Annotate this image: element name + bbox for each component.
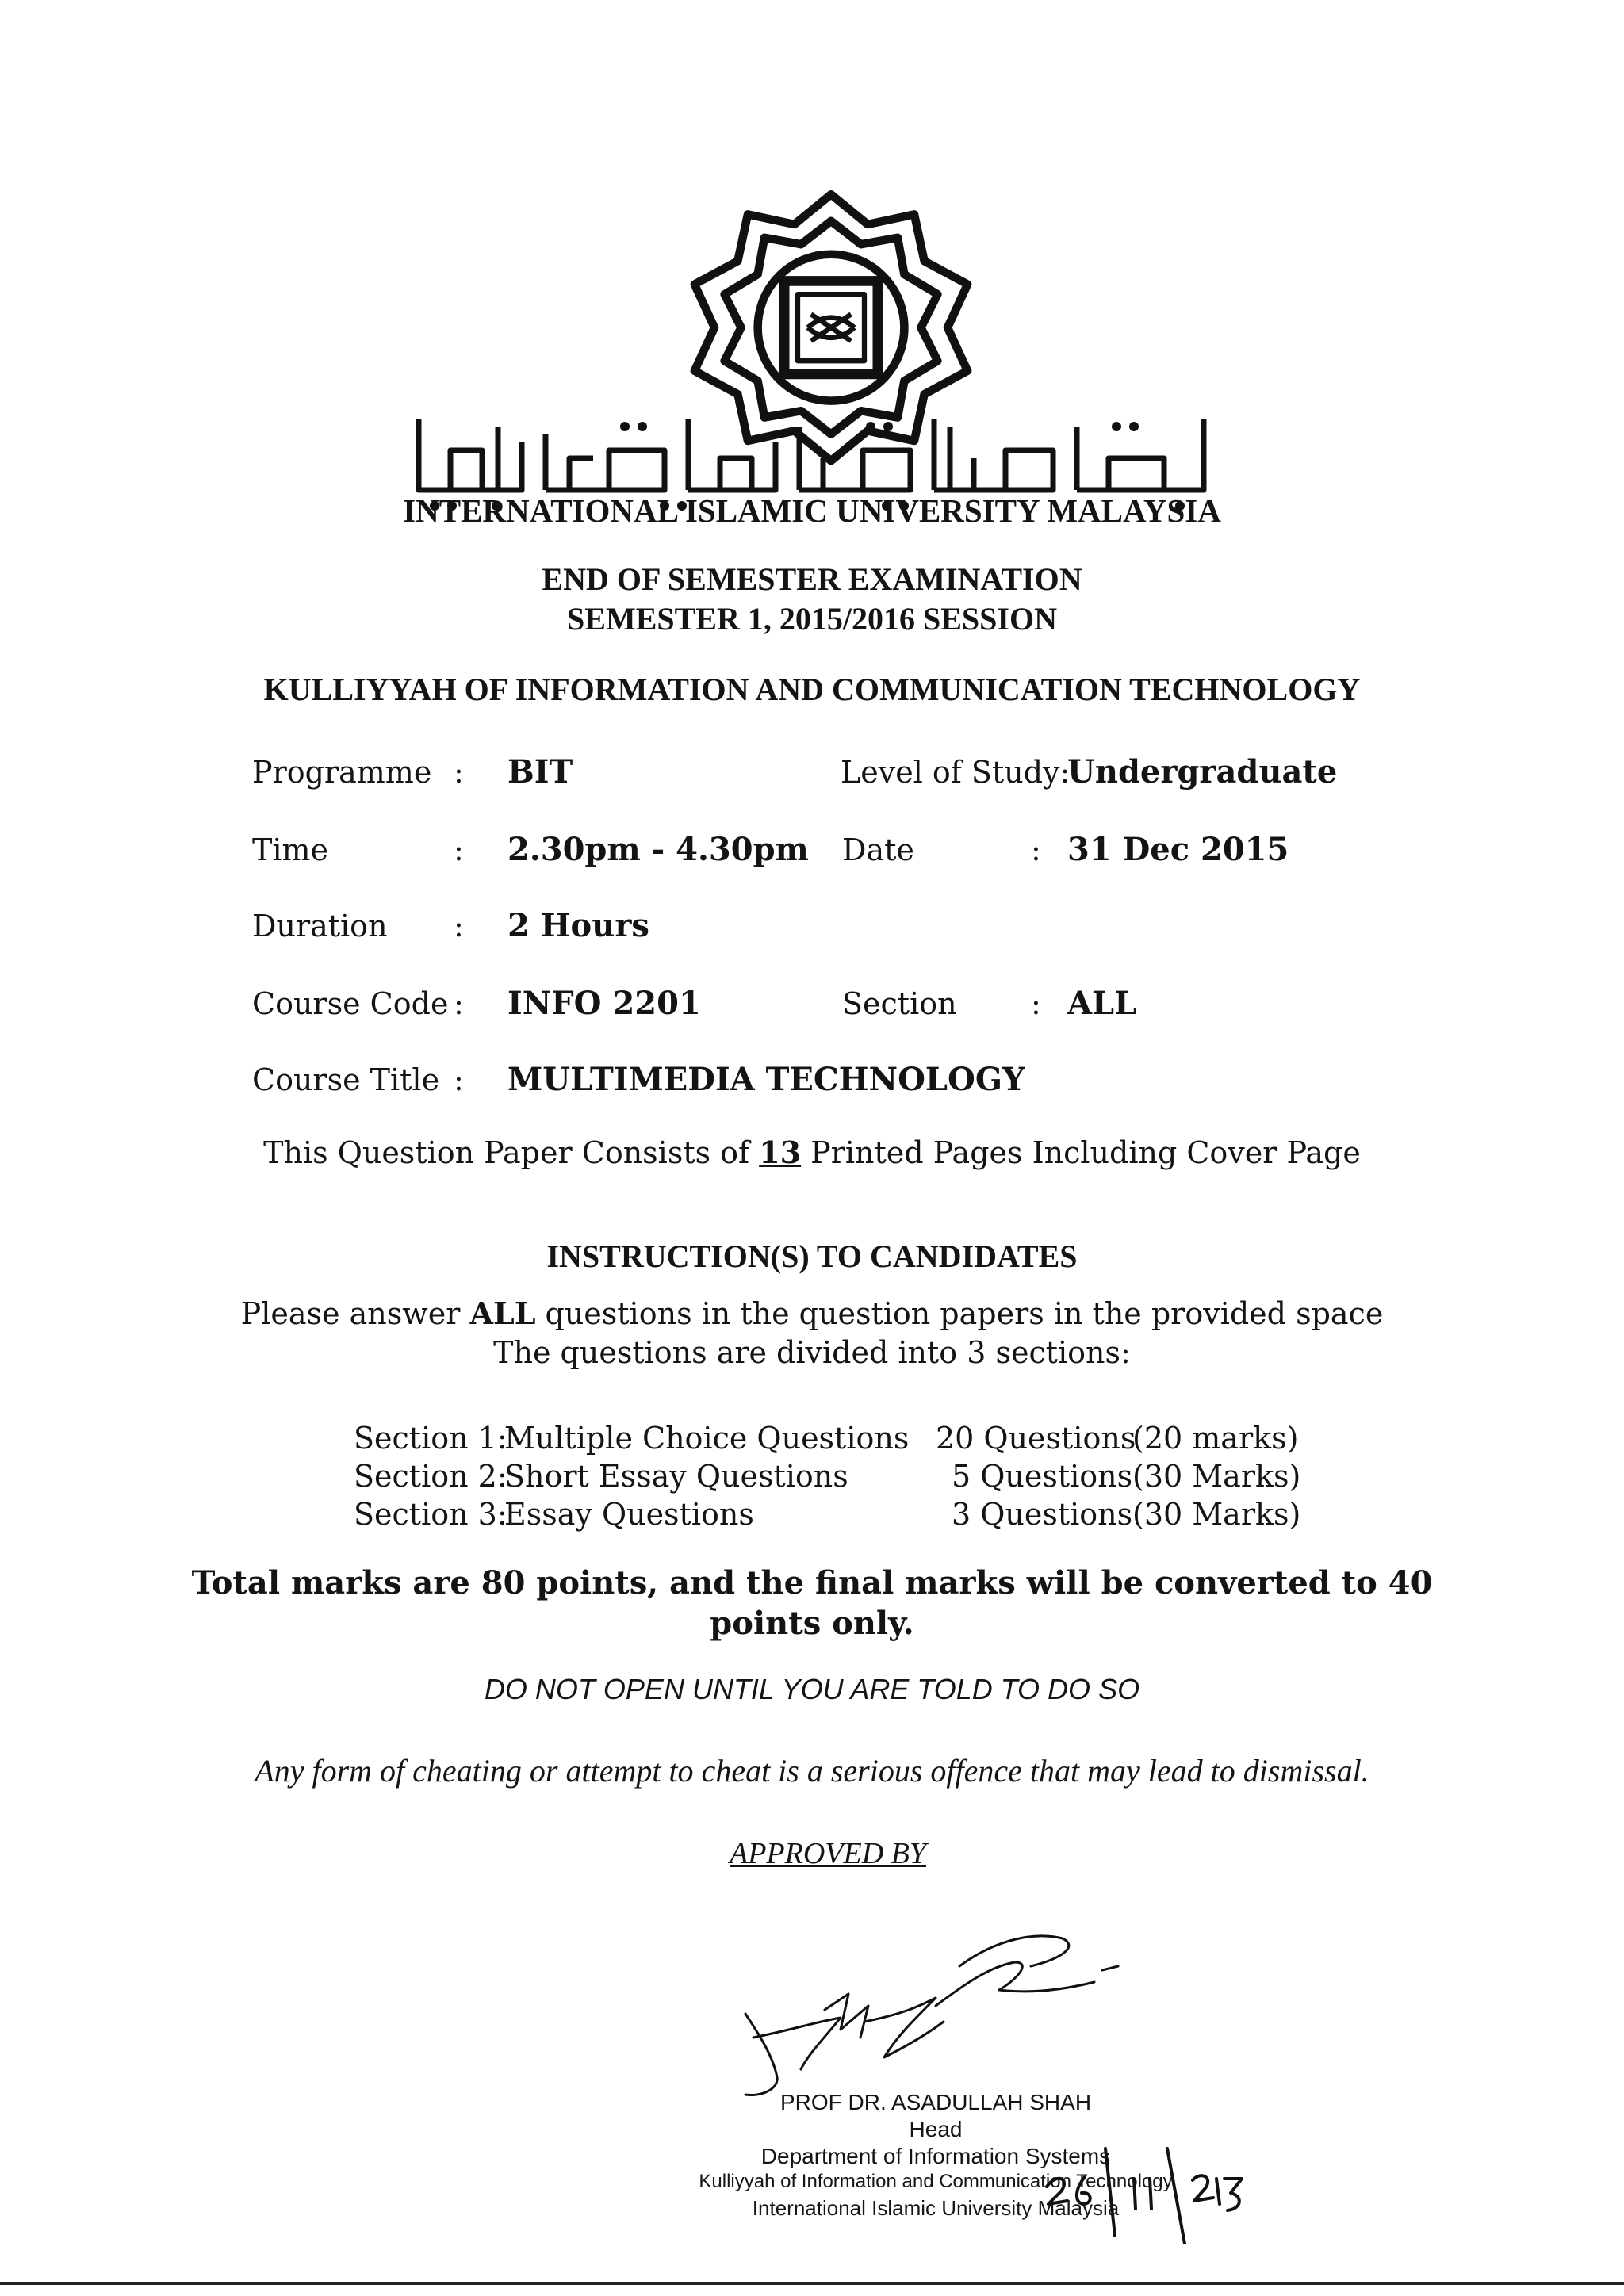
section-1-name: Multiple Choice Questions	[504, 1421, 910, 1456]
programme-value: BIT	[508, 753, 573, 790]
section-2-questions: 5 Questions	[952, 1459, 1133, 1494]
section-1-marks: (20 marks)	[1132, 1421, 1299, 1456]
exam-session: SEMESTER 1, 2015/2016 SESSION	[567, 601, 1057, 637]
handwritten-date	[1037, 2141, 1243, 2244]
programme-label: Programme	[252, 755, 432, 790]
exam-title: END OF SEMESTER EXAMINATION	[542, 561, 1082, 597]
cheating-warning: Any form of cheating or attempt to cheat is a serious offence that may lead to dismissal.	[255, 1753, 1369, 1789]
page-count-value: 13	[759, 1135, 802, 1170]
approver-kulliyyah: Kulliyyah of Information and Communication Technology	[699, 2171, 1173, 2192]
duration-value: 2 Hours	[508, 907, 649, 944]
instructions-line-1-prefix: Please answer	[240, 1296, 470, 1331]
instructions-line-1	[0, 1295, 1624, 1331]
date-label: Date	[842, 832, 914, 867]
programme-colon: :	[454, 755, 464, 790]
time-label: Time	[252, 832, 329, 867]
level-of-study-label: Level of Study:	[841, 755, 1071, 790]
date-value: 31 Dec 2015	[1067, 831, 1289, 868]
instructions-line-1-suffix: questions in the question papers in the provided space	[535, 1296, 1384, 1331]
course-code-label: Course Code	[252, 986, 449, 1021]
total-marks-line-2: points only.	[710, 1605, 914, 1642]
approver-name: PROF DR. ASADULLAH SHAH	[779, 2090, 1092, 2114]
section-2-marks: (30 Marks)	[1132, 1459, 1301, 1494]
footer-rule	[0, 2282, 1624, 2285]
approver-university: International Islamic University Malaysia	[752, 2196, 1120, 2220]
section-1-label: Section 1:	[354, 1421, 508, 1456]
course-code-value: INFO 2201	[508, 985, 701, 1022]
approver-title: Head	[909, 2117, 963, 2141]
university-name: INTERNATIONAL ISLAMIC UNIVERSITY MALAYSIA	[403, 492, 1221, 529]
duration-label: Duration	[252, 909, 388, 943]
page-count-prefix: This Question Paper Consists of	[263, 1135, 760, 1170]
approved-by-heading: APPROVED BY	[730, 1837, 927, 1870]
level-of-study-value: Undergraduate	[1067, 753, 1338, 790]
instructions-line-2: The questions are divided into 3 sections:	[493, 1335, 1131, 1370]
time-colon: :	[454, 832, 464, 867]
instructions-heading: INSTRUCTION(S) TO CANDIDATES	[546, 1238, 1078, 1274]
course-title-label: Course Title	[252, 1062, 440, 1097]
section-colon: :	[1031, 986, 1041, 1021]
do-not-open-notice: DO NOT OPEN UNTIL YOU ARE TOLD TO DO SO	[484, 1673, 1140, 1705]
section-3-marks: (30 Marks)	[1132, 1497, 1301, 1532]
page-count-suffix: Printed Pages Including Cover Page	[801, 1135, 1361, 1170]
page-count-note	[0, 1135, 1624, 1170]
course-code-colon: :	[454, 986, 464, 1021]
section-value: ALL	[1067, 985, 1137, 1022]
handwritten-signature-icon	[730, 1919, 1142, 2101]
section-2-label: Section 2:	[354, 1459, 508, 1494]
kulliyyah-name: KULLIYYAH OF INFORMATION AND COMMUNICATION TECHNOLOGY	[263, 672, 1361, 707]
section-3-name: Essay Questions	[504, 1497, 754, 1532]
course-title-colon: :	[454, 1062, 464, 1097]
section-2-name: Short Essay Questions	[504, 1459, 848, 1494]
duration-colon: :	[454, 909, 464, 943]
section-1-questions: 20 Questions	[936, 1421, 1136, 1456]
instructions-line-1-emphasis: ALL	[469, 1295, 536, 1331]
section-label: Section	[842, 986, 957, 1021]
date-colon: :	[1031, 832, 1041, 867]
section-3-label: Section 3:	[354, 1497, 508, 1532]
time-value: 2.30pm - 4.30pm	[508, 831, 809, 868]
total-marks-line-1: Total marks are 80 points, and the final marks will be converted to 40	[191, 1564, 1433, 1601]
section-3-questions: 3 Questions	[952, 1497, 1133, 1532]
course-title-value: MULTIMEDIA TECHNOLOGY	[508, 1061, 1025, 1098]
approver-department: Department of Information Systems	[760, 2144, 1111, 2168]
